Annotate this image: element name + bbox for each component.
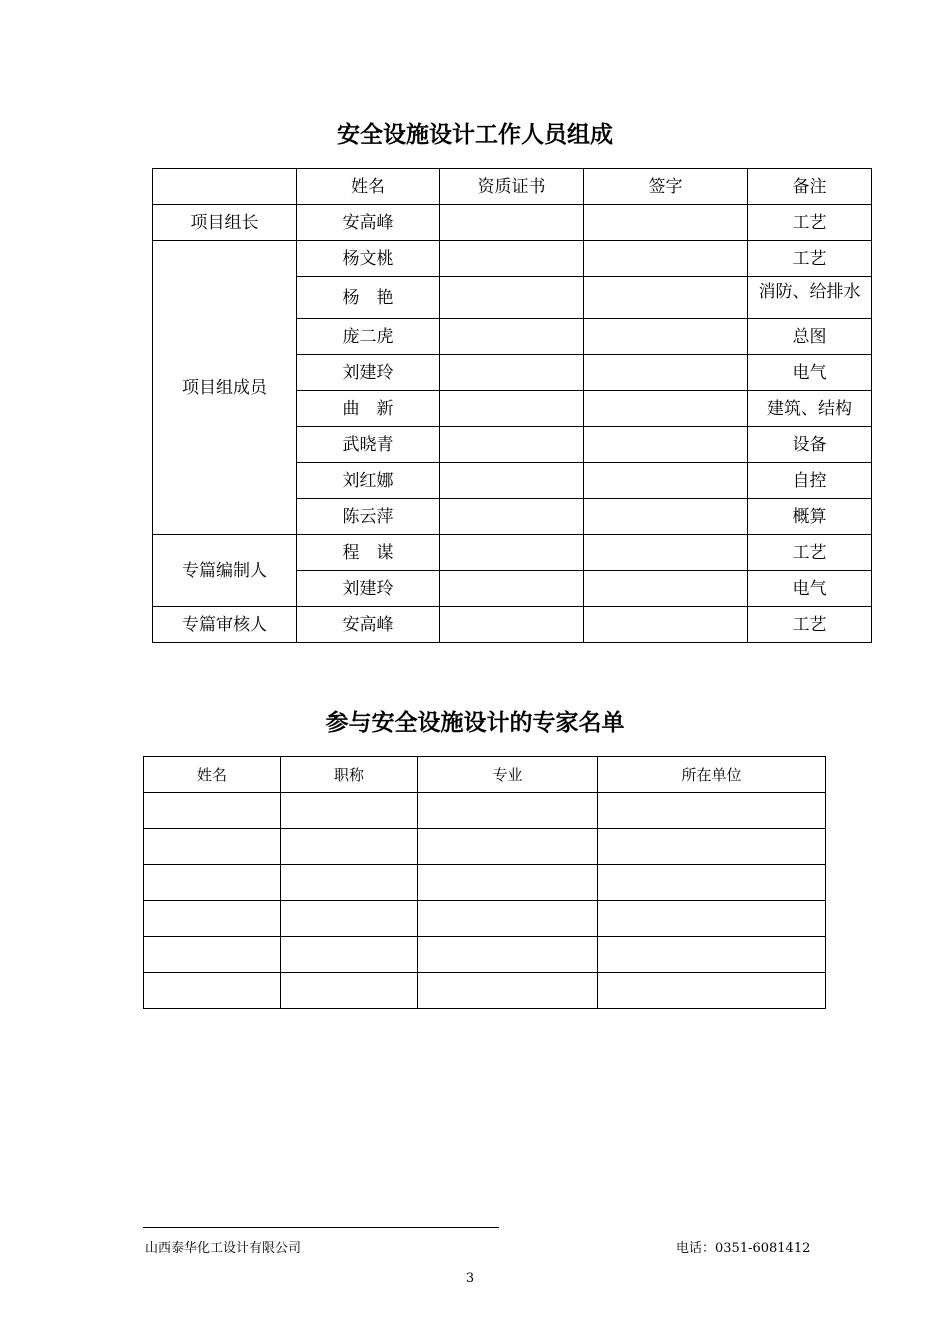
empty-cell xyxy=(418,865,598,901)
empty-cell xyxy=(418,937,598,973)
empty-cell xyxy=(144,937,281,973)
empty-cell xyxy=(281,793,418,829)
footer-phone: 电话：0351-6081412 xyxy=(676,1241,811,1256)
signature-cell xyxy=(584,391,748,427)
table-row xyxy=(144,829,826,865)
header-cell xyxy=(153,169,297,205)
header-cell: 资质证书 xyxy=(440,169,584,205)
empty-cell xyxy=(281,901,418,937)
signature-cell xyxy=(584,607,748,643)
page-number: 3 xyxy=(465,1271,475,1286)
expert-table xyxy=(143,756,826,1009)
header-cell: 专业 xyxy=(418,757,598,793)
name-cell: 武晓青 xyxy=(297,427,440,463)
footer-company: 山西泰华化工设计有限公司 xyxy=(145,1241,302,1256)
note-cell: 自控 xyxy=(748,463,872,499)
empty-cell xyxy=(281,973,418,1009)
note-cell: 消防、给排水 xyxy=(748,277,872,319)
note-cell: 概算 xyxy=(748,499,872,535)
table-header-row xyxy=(144,757,826,793)
name-cell: 庞二虎 xyxy=(297,319,440,355)
certificate-cell xyxy=(440,427,584,463)
name-cell: 刘建玲 xyxy=(297,571,440,607)
empty-cell xyxy=(144,865,281,901)
note-cell: 设备 xyxy=(748,427,872,463)
note-cell: 电气 xyxy=(748,355,872,391)
header-cell: 姓名 xyxy=(297,169,440,205)
note-cell: 工艺 xyxy=(748,607,872,643)
certificate-cell xyxy=(440,319,584,355)
name-cell: 杨 艳 xyxy=(297,277,440,319)
role-cell: 项目组长 xyxy=(153,205,297,241)
note-cell: 工艺 xyxy=(748,535,872,571)
signature-cell xyxy=(584,241,748,277)
role-cell: 项目组成员 xyxy=(153,241,297,535)
certificate-cell xyxy=(440,463,584,499)
table-row xyxy=(144,937,826,973)
empty-cell xyxy=(281,937,418,973)
certificate-cell xyxy=(440,277,584,319)
signature-cell xyxy=(584,205,748,241)
signature-cell xyxy=(584,427,748,463)
header-cell: 职称 xyxy=(281,757,418,793)
empty-cell xyxy=(144,793,281,829)
table-row xyxy=(144,901,826,937)
name-cell: 刘红娜 xyxy=(297,463,440,499)
signature-cell xyxy=(584,535,748,571)
note-cell: 建筑、结构 xyxy=(748,391,872,427)
empty-cell xyxy=(144,829,281,865)
name-cell: 曲 新 xyxy=(297,391,440,427)
signature-cell xyxy=(584,319,748,355)
table-row xyxy=(153,205,872,241)
name-cell: 陈云萍 xyxy=(297,499,440,535)
certificate-cell xyxy=(440,607,584,643)
header-cell: 备注 xyxy=(748,169,872,205)
name-cell: 安高峰 xyxy=(297,607,440,643)
header-cell: 签字 xyxy=(584,169,748,205)
empty-cell xyxy=(281,829,418,865)
name-cell: 刘建玲 xyxy=(297,355,440,391)
empty-cell xyxy=(598,793,826,829)
empty-cell xyxy=(418,973,598,1009)
table-row xyxy=(144,865,826,901)
header-cell: 姓名 xyxy=(144,757,281,793)
empty-cell xyxy=(144,901,281,937)
expert-title: 参与安全设施设计的专家名单 xyxy=(325,710,625,736)
empty-cell xyxy=(598,829,826,865)
table-row xyxy=(144,973,826,1009)
certificate-cell xyxy=(440,535,584,571)
certificate-cell xyxy=(440,499,584,535)
table-header-row xyxy=(153,169,872,205)
empty-cell xyxy=(144,973,281,1009)
certificate-cell xyxy=(440,571,584,607)
table-row xyxy=(144,793,826,829)
signature-cell xyxy=(584,499,748,535)
empty-cell xyxy=(598,901,826,937)
signature-cell xyxy=(584,463,748,499)
table-row xyxy=(153,241,872,277)
signature-cell xyxy=(584,571,748,607)
certificate-cell xyxy=(440,241,584,277)
role-cell: 专篇审核人 xyxy=(153,607,297,643)
staff-table xyxy=(152,168,872,643)
signature-cell xyxy=(584,355,748,391)
role-cell: 专篇编制人 xyxy=(153,535,297,607)
name-cell: 程 谋 xyxy=(297,535,440,571)
empty-cell xyxy=(418,901,598,937)
name-cell: 杨文桃 xyxy=(297,241,440,277)
note-cell: 工艺 xyxy=(748,205,872,241)
certificate-cell xyxy=(440,355,584,391)
empty-cell xyxy=(598,937,826,973)
signature-cell xyxy=(584,277,748,319)
footer-divider xyxy=(143,1227,499,1228)
certificate-cell xyxy=(440,205,584,241)
note-cell: 电气 xyxy=(748,571,872,607)
staff-title: 安全设施设计工作人员组成 xyxy=(337,122,613,148)
certificate-cell xyxy=(440,391,584,427)
empty-cell xyxy=(598,973,826,1009)
header-cell: 所在单位 xyxy=(598,757,826,793)
table-row xyxy=(153,535,872,571)
name-cell: 安高峰 xyxy=(297,205,440,241)
note-cell: 工艺 xyxy=(748,241,872,277)
table-row xyxy=(153,607,872,643)
note-cell: 总图 xyxy=(748,319,872,355)
empty-cell xyxy=(418,829,598,865)
empty-cell xyxy=(598,865,826,901)
empty-cell xyxy=(418,793,598,829)
empty-cell xyxy=(281,865,418,901)
